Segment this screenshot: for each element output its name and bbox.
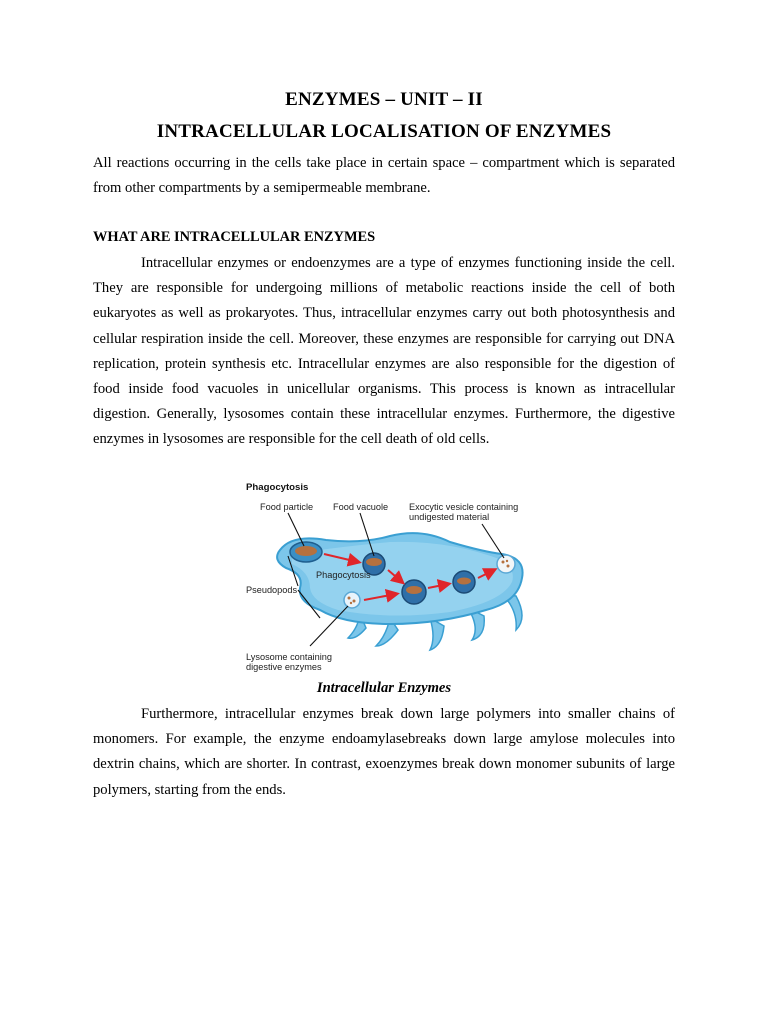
label-exocytic-vesicle-2: undigested material	[409, 512, 490, 522]
label-lysosome-1: Lysosome containing	[246, 652, 332, 662]
engulfed-food-particle	[290, 542, 322, 562]
exocytic-vesicle	[497, 555, 515, 573]
secondary-vacuole	[453, 571, 475, 593]
figure-caption: Intracellular Enzymes	[316, 680, 452, 696]
label-lysosome-2: digestive enzymes	[246, 662, 322, 672]
body-paragraph-1: Intracellular enzymes or endoenzymes are a type of enzymes functioning inside the cell. They are responsible for undergoing millions of metabolic reactions inside the cell of both eukaryotes as well as prokaryotes. Thus, intracellular enzymes carry out both photosynthesis and cellular respiration inside the cell. Moreover, these enzymes are responsible for carrying out DNA replication, protein synthesis etc. Intracellular enzymes are also responsible for the digestion of food inside food vacuoles in unicellular organisms. This process is known as intracellular digestion. Generally, lysosomes contain these intracellular enzymes. Furthermore, the digestive enzymes in lysosomes are responsible for the cell death of old cells.	[93, 255, 675, 448]
digesting-vacuole	[402, 580, 426, 604]
body-paragraph-2: Furthermore, intracellular enzymes break down large polymers into smaller chains of monomers. For example, the enzyme endoamylasebreaks down large amylose molecules into dextrin chains, which are shorter. In contrast, exoenzymes break down monomer subunits of large polymers, starting from the ends.	[93, 706, 675, 798]
phagocytosis-figure	[240, 478, 540, 678]
phagocytosis-diagram	[240, 478, 540, 678]
lysosome	[344, 592, 360, 608]
document-subtitle: INTRACELLULAR LOCALISATION OF ENZYMES	[156, 121, 612, 142]
label-food-particle: Food particle	[260, 502, 314, 512]
document-title: ENZYMES – UNIT – II	[285, 89, 483, 110]
label-pseudopods: Pseudopods	[246, 585, 298, 595]
label-exocytic-vesicle-1: Exocytic vesicle containing	[409, 502, 519, 512]
label-food-vacuole: Food vacuole	[333, 502, 389, 512]
intro-paragraph: All reactions occurring in the cells take place in certain space – compartment which is separated from other compartments by a semipermeable membrane.	[93, 155, 675, 197]
figure-title: Phagocytosis	[246, 482, 309, 493]
section-heading: WHAT ARE INTRACELLULAR ENZYMES	[93, 229, 376, 245]
label-phagocytosis: Phagocytosis	[316, 570, 371, 580]
